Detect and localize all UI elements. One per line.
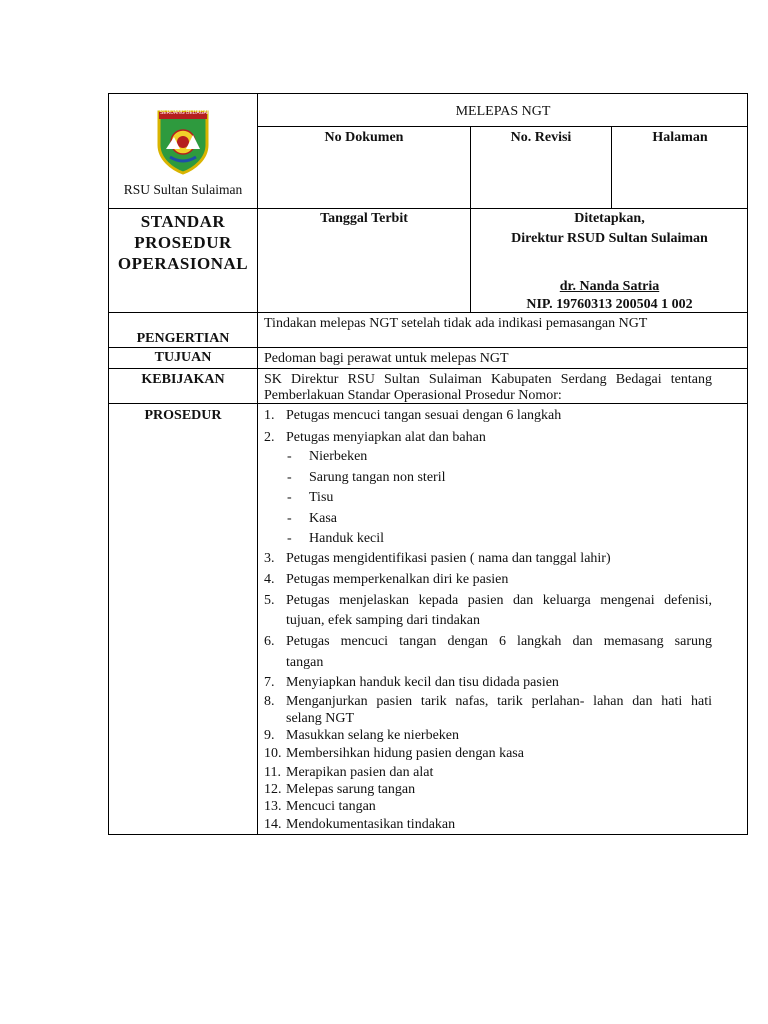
tujuan-text: Pedoman bagi perawat untuk melepas NGT (264, 351, 509, 366)
step-text: Menganjurkan pasien tarik nafas, tarik perlahan- lahan dan hati hati (286, 694, 712, 709)
table-column-divider (257, 93, 258, 835)
bullet-dash: - (287, 470, 292, 485)
material-item: Nierbeken (309, 449, 368, 464)
table-border-right (747, 93, 748, 835)
kebijakan-text-line2: Pemberlakuan Standar Operasional Prosedur Nomor: (264, 388, 562, 403)
step-text-continued: selang NGT (286, 711, 355, 726)
direktur-label: Direktur RSUD Sultan Sulaiman (511, 231, 708, 246)
step-text: Petugas mengidentifikasi pasien ( nama dan tanggal lahir) (286, 551, 611, 566)
step-number: 4. (264, 572, 275, 587)
material-item: Sarung tangan non steril (309, 470, 446, 485)
pengertian-row-divider (108, 347, 748, 348)
table-border-left (108, 93, 109, 835)
step-number: 2. (264, 430, 275, 445)
step-text: Mencuci tangan (286, 799, 376, 814)
step-text: Masukkan selang ke nierbeken (286, 728, 459, 743)
prosedur-label: PROSEDUR (144, 408, 222, 423)
no-dokumen-header: No Dokumen (324, 130, 404, 145)
sop-label-line1: STANDAR (140, 212, 226, 231)
bullet-dash: - (287, 490, 292, 505)
step-number: 11. (264, 765, 281, 780)
table-border-bottom (108, 834, 748, 835)
step-number: 12. (264, 782, 282, 797)
bullet-dash: - (287, 531, 292, 546)
sop-label-line3: OPERASIONAL (117, 254, 249, 273)
step-number: 8. (264, 694, 275, 709)
step-number: 13. (264, 799, 282, 814)
step-text: Mendokumentasikan tindakan (286, 817, 456, 832)
step-number: 9. (264, 728, 275, 743)
tujuan-row-divider (108, 368, 748, 369)
step-text-continued: tangan (286, 655, 324, 670)
step-text: Melepas sarung tangan (286, 782, 416, 797)
step-number: 10. (264, 746, 282, 761)
step-text: Petugas menyiapkan alat dan bahan (286, 430, 486, 445)
step-text: Merapikan pasien dan alat (286, 765, 434, 780)
sop-document (108, 93, 748, 835)
signer-name: dr. Nanda Satria (559, 279, 660, 294)
step-number: 1. (264, 408, 275, 423)
ditetapkan-label: Ditetapkan, (574, 211, 645, 226)
step-text: Petugas menjelaskan kepada pasien dan keluarga mengenai defenisi, (286, 593, 712, 608)
logo-caption: SERDANG BEDAGAI (160, 110, 209, 116)
step-number: 6. (264, 634, 275, 649)
step-text: Membersihkan hidung pasien dengan kasa (286, 746, 524, 761)
step-text: Petugas memperkenalkan diri ke pasien (286, 572, 509, 587)
step-number: 5. (264, 593, 275, 608)
bullet-dash: - (287, 449, 292, 464)
signer-nip: NIP. 19760313 200504 1 002 (526, 297, 693, 312)
table-border-top (108, 93, 748, 94)
material-item: Handuk kecil (309, 531, 385, 546)
step-number: 14. (264, 817, 282, 832)
material-item: Tisu (309, 490, 334, 505)
no-revisi-header: No. Revisi (510, 130, 572, 145)
hospital-name: RSU Sultan Sulaiman (123, 182, 243, 197)
header-row-divider (108, 208, 748, 209)
pengertian-label: PENGERTIAN (136, 331, 230, 346)
step-text-continued: tujuan, efek samping dari tindakan (286, 613, 480, 628)
material-item: Kasa (309, 511, 337, 526)
kebijakan-label: KEBIJAKAN (141, 372, 225, 387)
pengertian-text: Tindakan melepas NGT setelah tidak ada indikasi pemasangan NGT (264, 316, 648, 331)
kebijakan-text-line1: SK Direktur RSU Sultan Sulaiman Kabupaten Serdang Bedagai tentang (264, 372, 712, 387)
halaman-header: Halaman (652, 130, 708, 145)
tujuan-label: TUJUAN (154, 350, 212, 365)
document-title: MELEPAS NGT (455, 104, 551, 119)
step-text: Menyiapkan handuk kecil dan tisu didada pasien (286, 675, 559, 690)
step-text: Petugas mencuci tangan dengan 6 langkah dan memasang sarung (286, 634, 712, 649)
tanggal-terbit-label: Tanggal Terbit (320, 211, 408, 226)
step-text: Petugas mencuci tangan sesuai dengan 6 langkah (286, 408, 562, 423)
title-row-divider (257, 126, 748, 127)
step-number: 7. (264, 675, 275, 690)
bullet-dash: - (287, 511, 292, 526)
sop-label-line2: PROSEDUR (134, 233, 232, 252)
hospital-logo (156, 109, 210, 175)
step-number: 3. (264, 551, 275, 566)
